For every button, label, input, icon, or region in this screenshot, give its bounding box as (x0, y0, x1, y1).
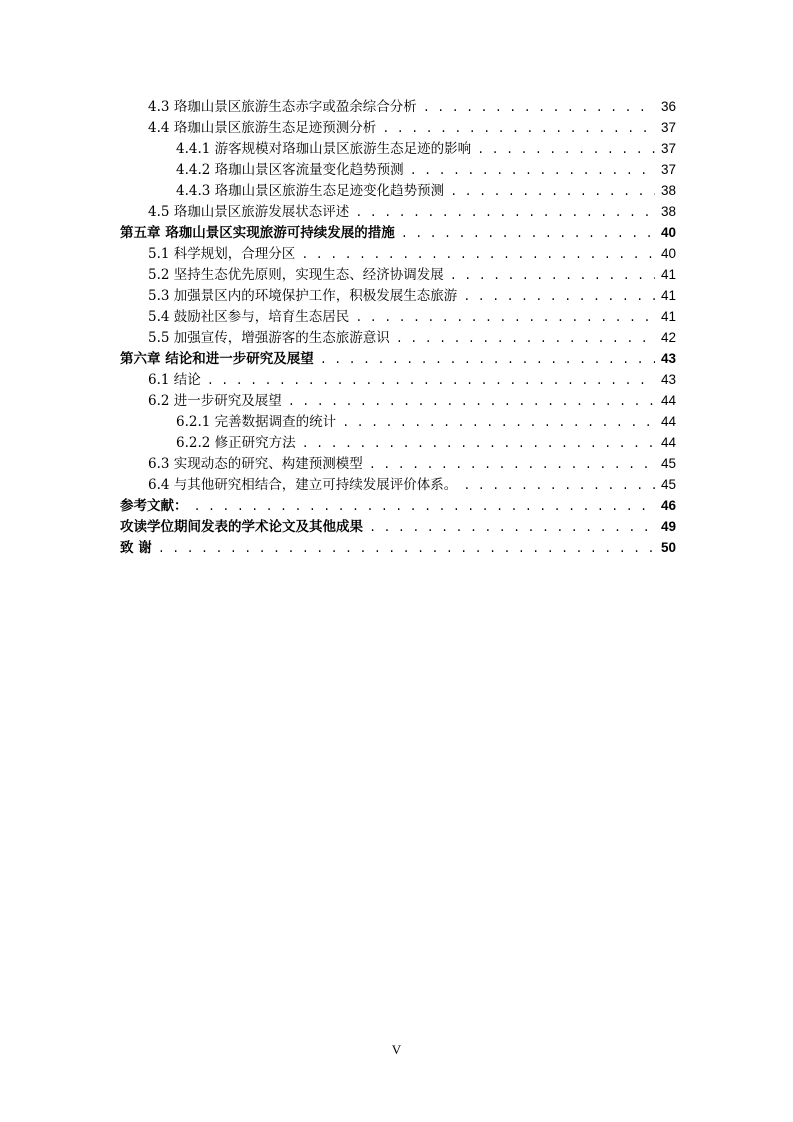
dot-leader (301, 245, 655, 266)
toc-entry[interactable] (120, 327, 676, 348)
dot-leader (355, 203, 655, 224)
toc-entry-title: 致 谢 (120, 540, 152, 556)
toc-entry[interactable] (120, 495, 676, 516)
dot-leader (401, 224, 655, 245)
dot-leader (302, 434, 655, 455)
toc-entry[interactable] (120, 180, 676, 201)
toc-entry-page: 43 (660, 351, 676, 366)
toc-entry-title: 4.4.1 游客规模对珞珈山景区旅游生态足迹的影响 (176, 141, 472, 157)
dot-leader (342, 413, 655, 434)
toc-entry[interactable] (120, 453, 676, 474)
toc-entry-title: 4.4 珞珈山景区旅游生态足迹预测分析 (148, 120, 377, 136)
toc-entry[interactable] (120, 348, 676, 369)
toc-entry[interactable] (120, 96, 676, 117)
toc-entry[interactable] (120, 411, 676, 432)
dot-leader (382, 119, 655, 140)
toc-entry[interactable] (120, 201, 676, 222)
toc-entry-title: 6.3 实现动态的研究、构建预测模型 (148, 456, 363, 472)
toc-entry[interactable] (120, 138, 676, 159)
toc-entry-title: 5.3 加强景区内的环境保护工作，积极发展生态旅游 (148, 288, 458, 304)
toc-entry[interactable] (120, 264, 676, 285)
toc-entry[interactable] (120, 537, 676, 558)
dot-leader (450, 266, 655, 287)
toc-entry-page: 37 (660, 162, 676, 177)
toc-entry-page: 38 (660, 204, 676, 219)
toc-entry-title: 6.2.1 完善数据调查的统计 (176, 414, 337, 430)
toc-entry-page: 42 (660, 330, 676, 345)
toc-entry-page: 50 (660, 540, 676, 555)
toc-entry[interactable] (120, 285, 676, 306)
toc-entry-page: 45 (660, 477, 676, 492)
toc-entry[interactable] (120, 222, 676, 243)
dot-leader (463, 476, 655, 497)
page-number: V (391, 1042, 402, 1057)
toc-entry[interactable] (120, 369, 676, 390)
toc-entry-title: 4.5 珞珈山景区旅游发展状态评述 (148, 204, 350, 220)
dot-leader (463, 287, 655, 308)
toc-entry[interactable] (120, 306, 676, 327)
dot-leader (477, 140, 655, 161)
toc-entry-title: 第六章 结论和进一步研究及展望 (120, 351, 314, 367)
toc-entry-page: 40 (660, 246, 676, 261)
toc-entry-page: 41 (660, 309, 676, 324)
toc-entry-page: 37 (660, 141, 676, 156)
toc-entry-title: 4.4.3 珞珈山景区旅游生态足迹变化趋势预测 (176, 183, 445, 199)
toc-entry-title: 6.4 与其他研究相结合，建立可持续发展评价体系。 (148, 477, 458, 493)
toc-entry-title: 参考文献： (120, 498, 188, 514)
toc-entry-title: 5.5 加强宣传，增强游客的生态旅游意识 (148, 330, 390, 346)
dot-leader (450, 182, 655, 203)
toc-entry-page: 41 (660, 288, 676, 303)
toc-entry-page: 44 (660, 414, 676, 429)
toc-entry-title: 6.1 结论 (148, 372, 201, 388)
toc-entry-title: 5.4 鼓励社区参与，培育生态居民 (148, 309, 350, 325)
dot-leader (194, 497, 655, 518)
toc-entry-page: 43 (660, 372, 676, 387)
toc-entry[interactable] (120, 159, 676, 180)
dot-leader (369, 518, 655, 539)
toc-entry[interactable] (120, 117, 676, 138)
dot-leader (410, 161, 655, 182)
toc-entry[interactable] (120, 474, 676, 495)
dot-leader (320, 350, 655, 371)
table-of-contents (120, 96, 676, 558)
toc-entry[interactable] (120, 432, 676, 453)
dot-leader (369, 455, 655, 476)
toc-entry-title: 6.2 进一步研究及展望 (148, 393, 282, 409)
toc-entry-page: 44 (660, 393, 676, 408)
toc-entry-title: 6.2.2 修正研究方法 (176, 435, 296, 451)
toc-entry-page: 41 (660, 267, 676, 282)
dot-leader (355, 308, 655, 329)
toc-entry-page: 36 (660, 99, 676, 114)
toc-entry-title: 攻读学位期间发表的学术论文及其他成果 (120, 519, 363, 535)
dot-leader (288, 392, 655, 413)
dot-leader (423, 98, 655, 119)
dot-leader (396, 329, 655, 350)
toc-entry-title: 5.2 坚持生态优先原则，实现生态、经济协调发展 (148, 267, 444, 283)
toc-entry[interactable] (120, 516, 676, 537)
dot-leader (158, 539, 655, 560)
toc-entry-title: 5.1 科学规划，合理分区 (148, 246, 296, 262)
toc-entry-page: 49 (660, 519, 676, 534)
toc-entry-page: 40 (660, 225, 676, 240)
toc-entry-page: 46 (660, 498, 676, 513)
toc-entry-title: 4.4.2 珞珈山景区客流量变化趋势预测 (176, 162, 404, 178)
toc-entry-page: 37 (660, 120, 676, 135)
dot-leader (207, 371, 655, 392)
toc-entry-page: 38 (660, 183, 676, 198)
toc-entry[interactable] (120, 243, 676, 264)
toc-entry-title: 4.3 珞珈山景区旅游生态赤字或盈余综合分析 (148, 99, 417, 115)
toc-entry[interactable] (120, 390, 676, 411)
toc-entry-title: 第五章 珞珈山景区实现旅游可持续发展的措施 (120, 225, 395, 241)
toc-entry-page: 45 (660, 456, 676, 471)
toc-entry-page: 44 (660, 435, 676, 450)
